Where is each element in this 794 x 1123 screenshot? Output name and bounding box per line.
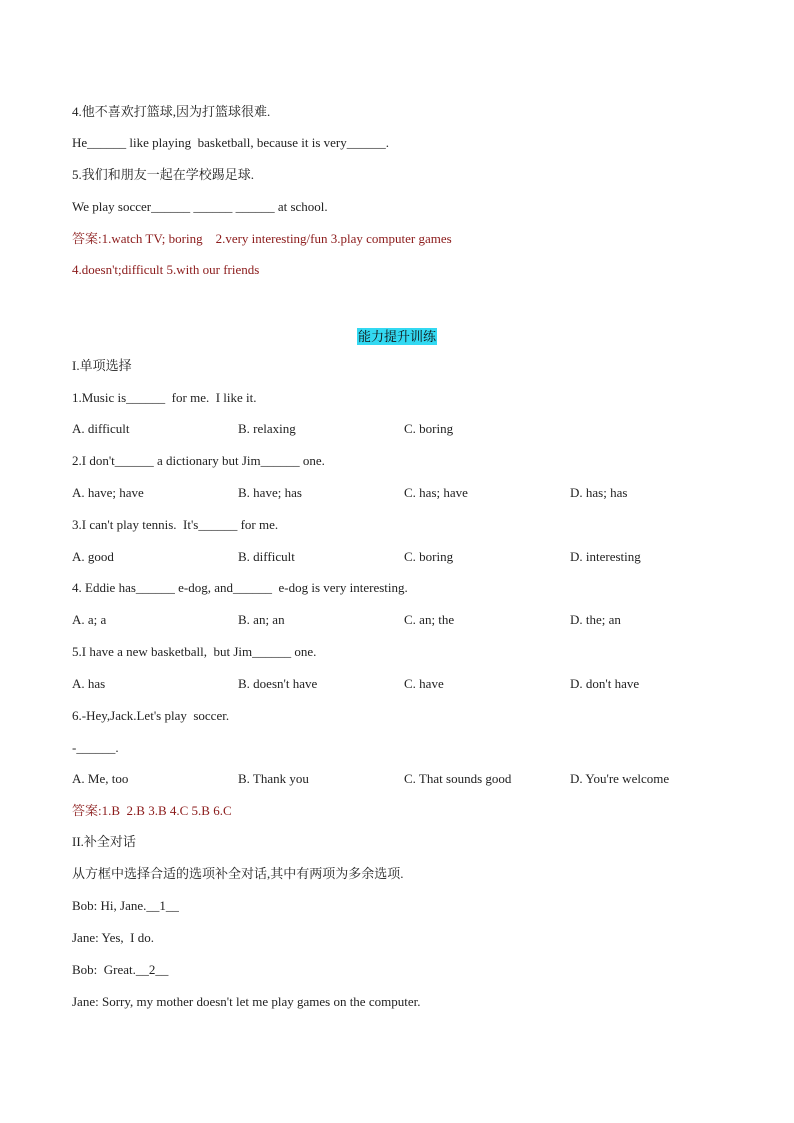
option-d[interactable]: D. interesting [570, 549, 641, 564]
option-a[interactable]: A. have; have [72, 485, 144, 500]
part1-heading: I.单项选择 [72, 358, 132, 373]
option-d[interactable]: D. the; an [570, 612, 621, 627]
option-a[interactable]: A. has [72, 676, 106, 691]
answer-line-2: 4.doesn't;difficult 5.with our friends [72, 262, 260, 277]
dialogue-line: Bob: Hi, Jane.__1__ [72, 898, 179, 913]
blank-1[interactable]: __1__ [146, 898, 179, 913]
option-b[interactable]: B. doesn't have [238, 676, 318, 691]
question-6-stem: 6.-Hey,Jack.Let's play soccer. [72, 708, 230, 723]
question-2-stem: 2.I don't______ a dictionary but Jim______ one. [72, 453, 325, 468]
section-title: 能力提升训练 [357, 329, 436, 344]
q4-chinese: 4.他不喜欢打篮球,因为打篮球很难. [72, 104, 271, 119]
question-4-stem: 4. Eddie has______ e-dog, and______ e-dog is very interesting. [72, 580, 408, 595]
question-5-options [72, 676, 752, 692]
dialogue-line: Jane: Sorry, my mother doesn't let me play games on the computer. [72, 994, 421, 1009]
option-d[interactable]: D. You're welcome [570, 771, 670, 786]
option-b[interactable]: B. an; an [238, 612, 285, 627]
option-c[interactable]: C. has; have [404, 485, 468, 500]
option-b[interactable]: B. Thank you [238, 771, 309, 786]
option-a[interactable]: A. Me, too [72, 771, 129, 786]
part2-heading: II.补全对话 [72, 834, 136, 849]
option-c[interactable]: C. an; the [404, 612, 455, 627]
q4-english: He______ like playing basketball, because it is very______. [72, 135, 389, 150]
question-1-stem: 1.Music is______ for me. I like it. [72, 390, 257, 405]
option-d[interactable]: D. don't have [570, 676, 640, 691]
q5-english: We play soccer______ ______ ______ at school. [72, 199, 328, 214]
question-5-stem: 5.I have a new basketball, but Jim______ one. [72, 644, 317, 659]
question-1-options [72, 421, 752, 437]
q5-chinese: 5.我们和朋友一起在学校踢足球. [72, 167, 255, 182]
option-b[interactable]: B. have; has [238, 485, 302, 500]
dialogue-line: Bob: Great.__2__ [72, 962, 169, 977]
option-b[interactable]: B. difficult [238, 549, 295, 564]
option-c[interactable]: C. boring [404, 549, 454, 564]
option-a[interactable]: A. difficult [72, 421, 130, 436]
question-6-options [72, 771, 752, 787]
part2-instruction: 从方框中选择合适的选项补全对话,其中有两项为多余选项. [72, 866, 404, 881]
question-6-reply: -______. [72, 740, 119, 755]
answer-line-1: 答案:1.watch TV; boring 2.very interesting/fun 3.play computer games [72, 231, 452, 246]
question-2-options [72, 485, 752, 501]
option-c[interactable]: C. boring [404, 421, 454, 436]
blank-2[interactable]: __2__ [135, 962, 169, 977]
part1-answer: 答案:1.B 2.B 3.B 4.C 5.B 6.C [72, 803, 232, 818]
question-3-options [72, 549, 752, 565]
option-d[interactable]: D. has; has [570, 485, 628, 500]
option-a[interactable]: A. good [72, 549, 114, 564]
option-a[interactable]: A. a; a [72, 612, 107, 627]
dialogue-line: Jane: Yes, I do. [72, 930, 154, 945]
option-b[interactable]: B. relaxing [238, 421, 296, 436]
question-4-options [72, 612, 752, 628]
option-c[interactable]: C. That sounds good [404, 771, 512, 786]
option-c[interactable]: C. have [404, 676, 444, 691]
question-3-stem: 3.I can't play tennis. It's______ for me. [72, 517, 279, 532]
